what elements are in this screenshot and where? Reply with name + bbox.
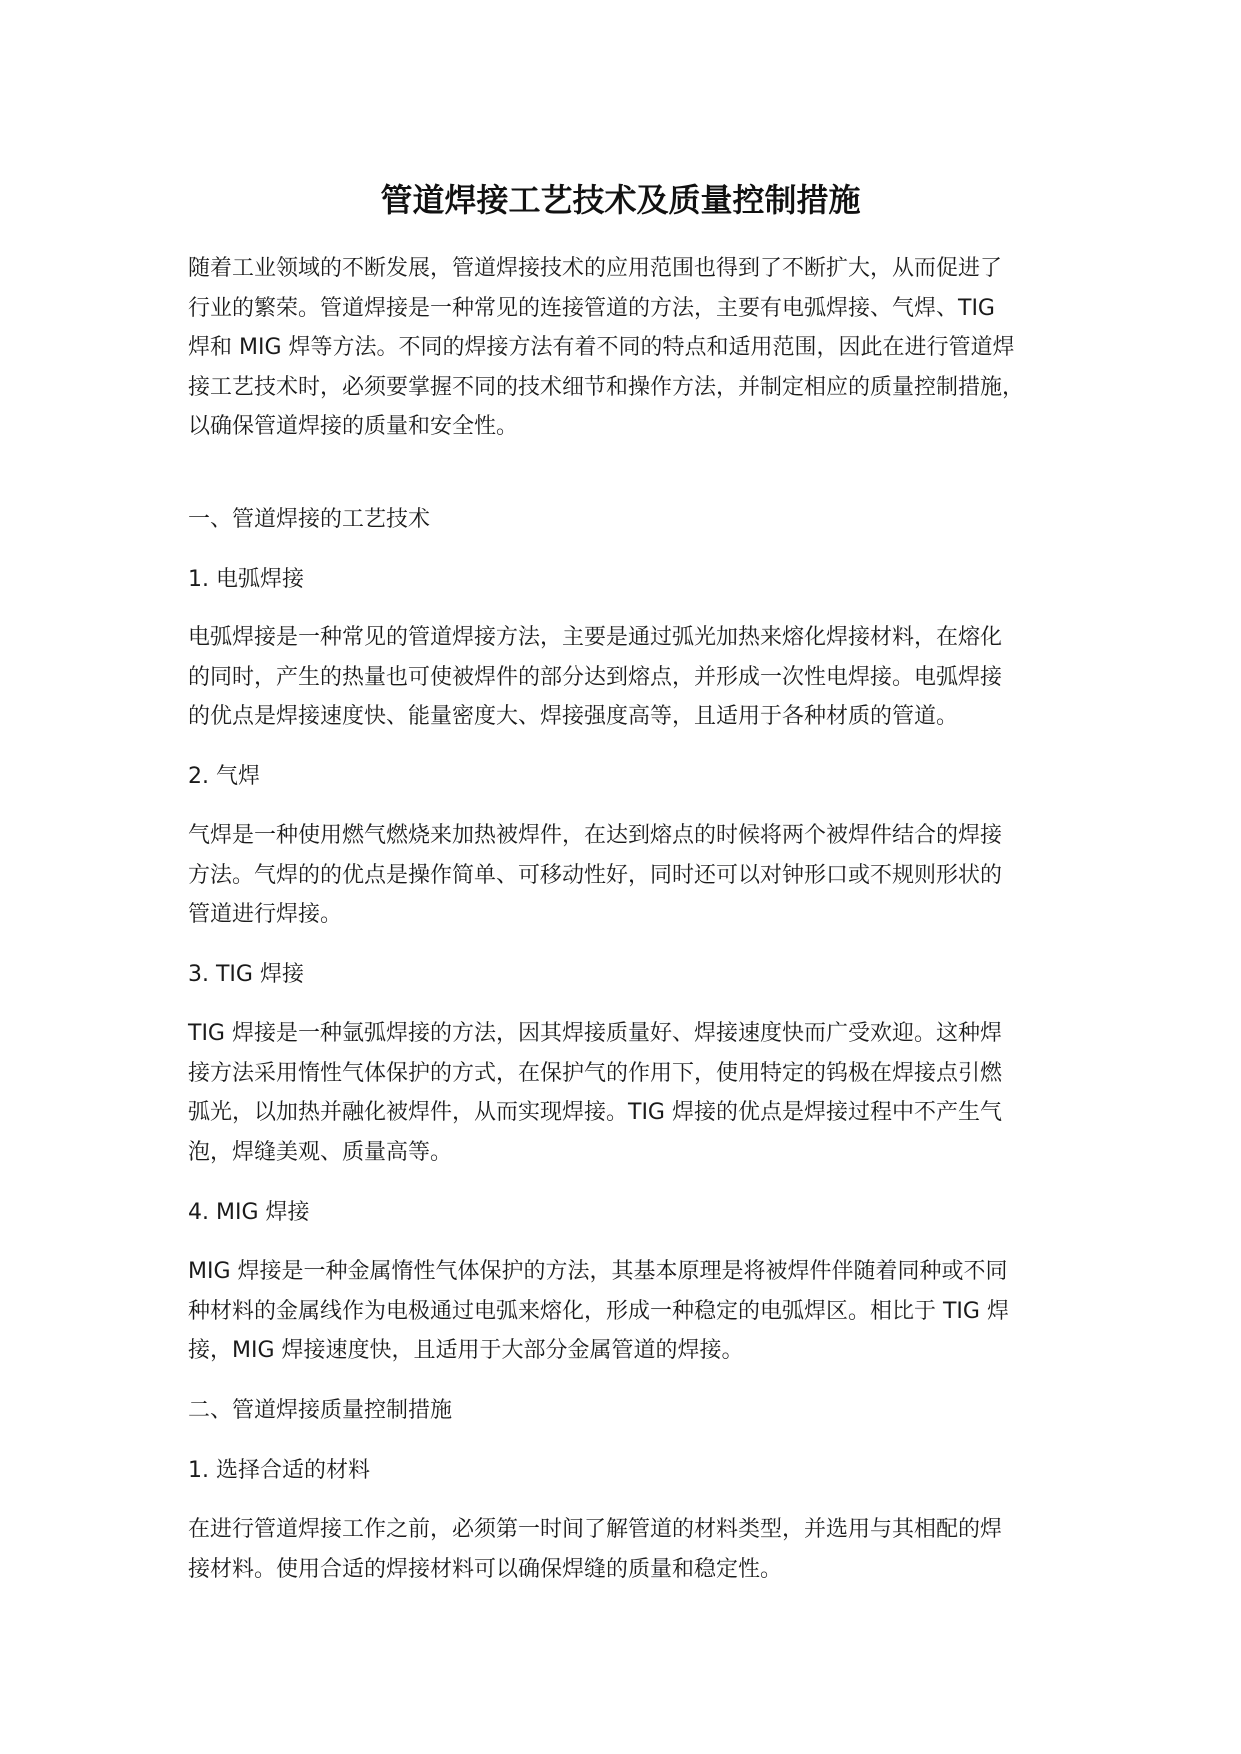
paragraph-line: TIG 焊接是一种氩弧焊接的方法，因其焊接质量好、焊接速度快而广受欢迎。这种焊	[188, 1021, 1002, 1046]
paragraph-line: 随着工业领域的不断发展，管道焊接技术的应用范围也得到了不断扩大，从而促进了	[188, 256, 1003, 281]
subsection-heading	[188, 757, 1088, 797]
section-heading	[188, 500, 1088, 540]
paragraph-line: 的同时，产生的热量也可使被焊件的部分达到熔点，并形成一次性电焊接。电弧焊接	[188, 664, 1003, 690]
paragraph-line: 气焊是一种使用燃气燃烧来加热被焊件，在达到熔点的时候将两个被焊件结合的焊接	[188, 823, 1003, 848]
body-paragraph	[188, 1252, 1088, 1371]
paragraph-line: 行业的繁荣。管道焊接是一种常见的连接管道的方法，主要有电弧焊接、气焊、TIG	[188, 295, 995, 321]
subsection-heading	[188, 1193, 1088, 1233]
paragraph-line: 的优点是焊接速度快、能量密度大、焊接强度高等，且适用于各种材质的管道。	[188, 704, 959, 729]
subsection-heading	[188, 560, 1088, 600]
body-paragraph	[188, 1510, 1088, 1589]
paragraph-line: 以确保管道焊接的质量和安全性。	[188, 414, 519, 439]
subsection-heading-text: 2. 气焊	[188, 764, 260, 789]
paragraph-line: 方法。气焊的的优点是操作简单、可移动性好，同时还可以对钟形口或不规则形状的	[188, 862, 1003, 888]
body-paragraph	[188, 816, 1088, 935]
section-heading-text: 二、管道焊接质量控制措施	[188, 1398, 453, 1423]
subsection-heading-text: 4. MIG 焊接	[188, 1200, 310, 1225]
subsection-heading-text: 1. 电弧焊接	[188, 567, 304, 592]
subsection-heading	[188, 955, 1088, 995]
paragraph-line: 弧光，以加热并融化被焊件，从而实现焊接。TIG 焊接的优点是焊接过程中不产生气	[188, 1100, 1002, 1125]
paragraph-line: 泡，焊缝美观、质量高等。	[188, 1139, 453, 1165]
paragraph-line: 在进行管道焊接工作之前，必须第一时间了解管道的材料类型，并选用与其相配的焊	[188, 1517, 1003, 1542]
body-paragraph	[188, 1014, 1088, 1172]
subsection-heading-text: 3. TIG 焊接	[188, 962, 304, 987]
paragraph-line: 接工艺技术时，必须要掌握不同的技术细节和操作方法，并制定相应的质量控制措施，	[188, 374, 1025, 400]
paragraph-line: 接材料。使用合适的焊接材料可以确保焊缝的质量和稳定性。	[188, 1556, 783, 1582]
intro-paragraph	[188, 249, 1088, 447]
paragraph-line: 接，MIG 焊接速度快，且适用于大部分金属管道的焊接。	[188, 1338, 744, 1363]
subsection-heading-text: 1. 选择合适的材料	[188, 1458, 370, 1483]
body-paragraph	[188, 618, 1088, 737]
section-heading	[188, 1391, 1088, 1431]
paragraph-line: 电弧焊接是一种常见的管道焊接方法，主要是通过弧光加热来熔化焊接材料，在熔化	[188, 625, 1003, 650]
paragraph-line: 种材料的金属线作为电极通过电弧来熔化，形成一种稳定的电弧焊区。相比于 TIG 焊	[188, 1298, 1009, 1324]
subsection-heading	[188, 1451, 1088, 1491]
paragraph-line: 管道进行焊接。	[188, 902, 343, 927]
paragraph-line: 焊和 MIG 焊等方法。不同的焊接方法有着不同的特点和适用范围，因此在进行管道焊	[188, 335, 1015, 360]
page-title: 管道焊接工艺技术及质量控制措施	[380, 181, 861, 219]
section-heading-text: 一、管道焊接的工艺技术	[188, 507, 431, 532]
paragraph-line: 接方法采用惰性气体保护的方式，在保护气的作用下，使用特定的钨极在焊接点引燃	[188, 1060, 1003, 1086]
paragraph-line: MIG 焊接是一种金属惰性气体保护的方法，其基本原理是将被焊件伴随着同种或不同	[188, 1259, 1008, 1284]
